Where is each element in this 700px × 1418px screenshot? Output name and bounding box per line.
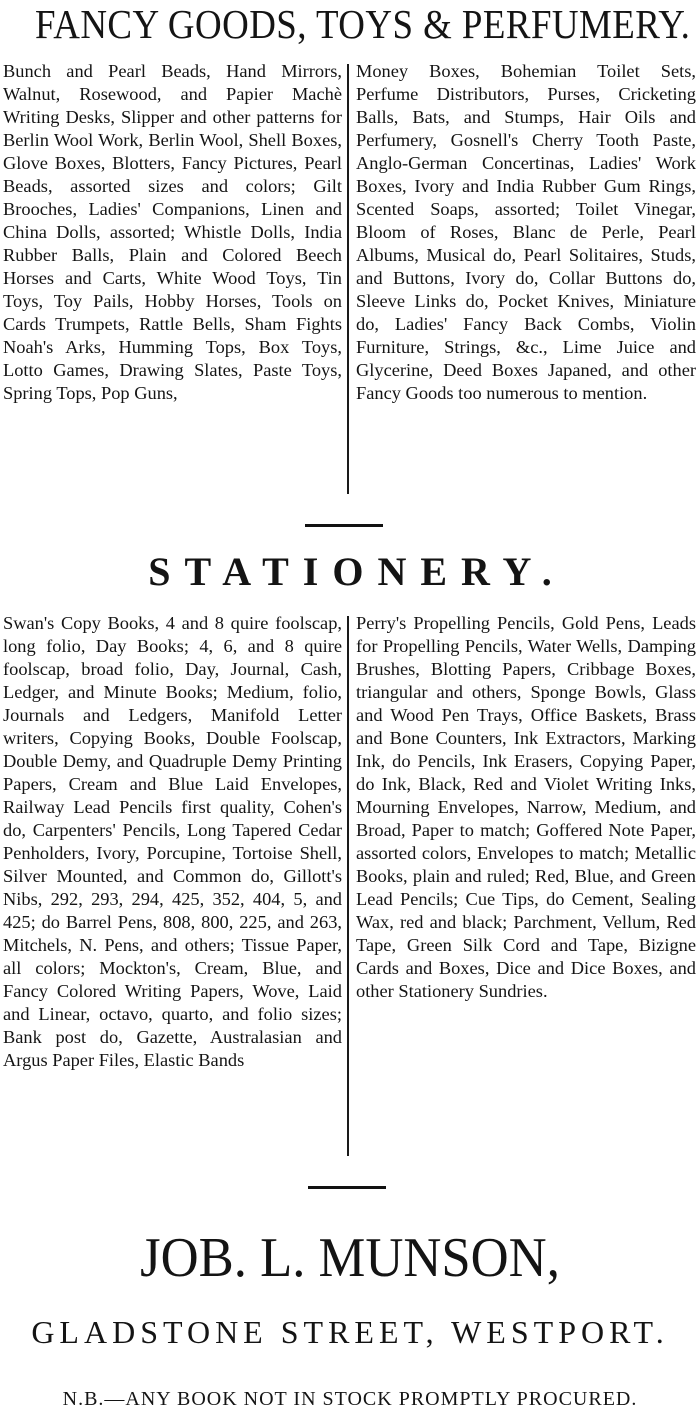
fancy-goods-left-column: Bunch and Pearl Beads, Hand Mirrors, Walnut, Rosewood, and Papier Machè Writing Desks, Slipper and other patterns for Berlin Wool Work, Berlin Wool, Shell Boxes, Glove Boxes, Blotters, Fancy Pictures, Pearl Beads, assorted sizes and colors; Gilt Brooches, Ladies' Companions, Linen and China Dolls, assorted; Whistle Dolls, India Rubber Balls, Plain and Colored Beech Horses and Carts, White Wood Toys, Tin Toys, Toy Pails, Hobby Horses, Tools on Cards Trumpets, Rattle Bells, Sham Fights Noah's Arks, Humming Tops, Box Toys, Lotto Games, Drawing Slates, Paste Toys, Spring Tops, Pop Guns, (3, 61, 342, 403)
stationery-right-column: Perry's Propelling Pencils, Gold Pens, Leads for Propelling Pencils, Water Wells, Damping Brushes, Blotting Papers, Cribbage Boxes, triangular and others, Sponge Bowls, Glass and Wood Pen Trays, Office Baskets, Brass and Bone Counters, Ink Extractors, Marking Ink, do Pencils, Ink Erasers, Copying Paper, do Ink, Black, Red and Violet Writing Inks, Mourning Envelopes, Narrow, Medium, and Broad, Paper to match; Goffered Note Paper, assorted colors, Envelopes to match; Metallic Books, plain and ruled; Red, Blue, and Green Lead Pencils; Cue Tips, do Cement, Sealing Wax, red and black; Parchment, Vellum, Red Tape, Green Silk Cord and Tape, Bizigne Cards and Boxes, Dice and Dice Boxes, and other Stationery Sundries. (356, 613, 696, 1001)
stationery-left-column: Swan's Copy Books, 4 and 8 quire foolscap, long folio, Day Books; 4, 6, and 8 quire foolscap, broad folio, Day, Journal, Cash, Ledger, and Minute Books; Medium, folio, Journals and Ledgers, Manifold Letter writers, Copying Books, Double Foolscap, Double Demy, and Quadruple Demy Printing Papers, Cream and Blue Laid Envelopes, Railway Lead Pencils first quality, Cohen's do, Carpenters' Pencils, Long Tapered Cedar Penholders, Ivory, Porcupine, Tortoise Shell, Silver Mounted, and Common do, Gillott's Nibs, 292, 293, 294, 425, 352, 404, 5, and 425; do Barrel Pens, 808, 800, 225, and 263, Mitchels, N. Pens, and others; Tissue Paper, all colors; Mockton's, Cream, Blue, and Fancy Colored Writing Papers, Wove, Laid and Linear, octavo, quarto, and folio sizes; Bank post do, Gazette, Australasian and Argus Paper Files, Elastic Bands (3, 613, 342, 1070)
column-divider (347, 64, 349, 494)
procurement-note: N.B.—ANY BOOK NOT IN STOCK PROMPTLY PROCURED. (62, 1388, 638, 1410)
section-divider-rule (308, 1186, 386, 1189)
column-divider (347, 616, 349, 1156)
fancy-goods-heading: FANCY GOODS, TOYS & PERFUMERY. (35, 1, 691, 47)
section-divider-rule (305, 524, 383, 527)
fancy-goods-right-column: Money Boxes, Bohemian Toilet Sets, Perfume Distributors, Purses, Cricketing Balls, Bats, and Stumps, Hair Oils and Perfumery, Gosnell's Cherry Tooth Paste, Anglo-German Concertinas, Ladies' Work Boxes, Ivory and India Rubber Gum Rings, Scented Soaps, assorted; Toilet Vinegar, Bloom of Roses, Blanc de Perle, Pearl Albums, Musical do, Pearl Solitaires, Studs, and Buttons, Ivory do, Collar Buttons do, Sleeve Links do, Pocket Knives, Miniature do, Ladies' Fancy Back Combs, Violin Furniture, Strings, &c., Lime Juice and Glycerine, Deed Boxes Japaned, and other Fancy Goods too numerous to mention. (356, 61, 696, 403)
stationery-heading: STATIONERY. (148, 549, 566, 594)
merchant-name: JOB. L. MUNSON, (140, 1227, 560, 1289)
merchant-address: GLADSTONE STREET, WESTPORT. (31, 1314, 669, 1350)
